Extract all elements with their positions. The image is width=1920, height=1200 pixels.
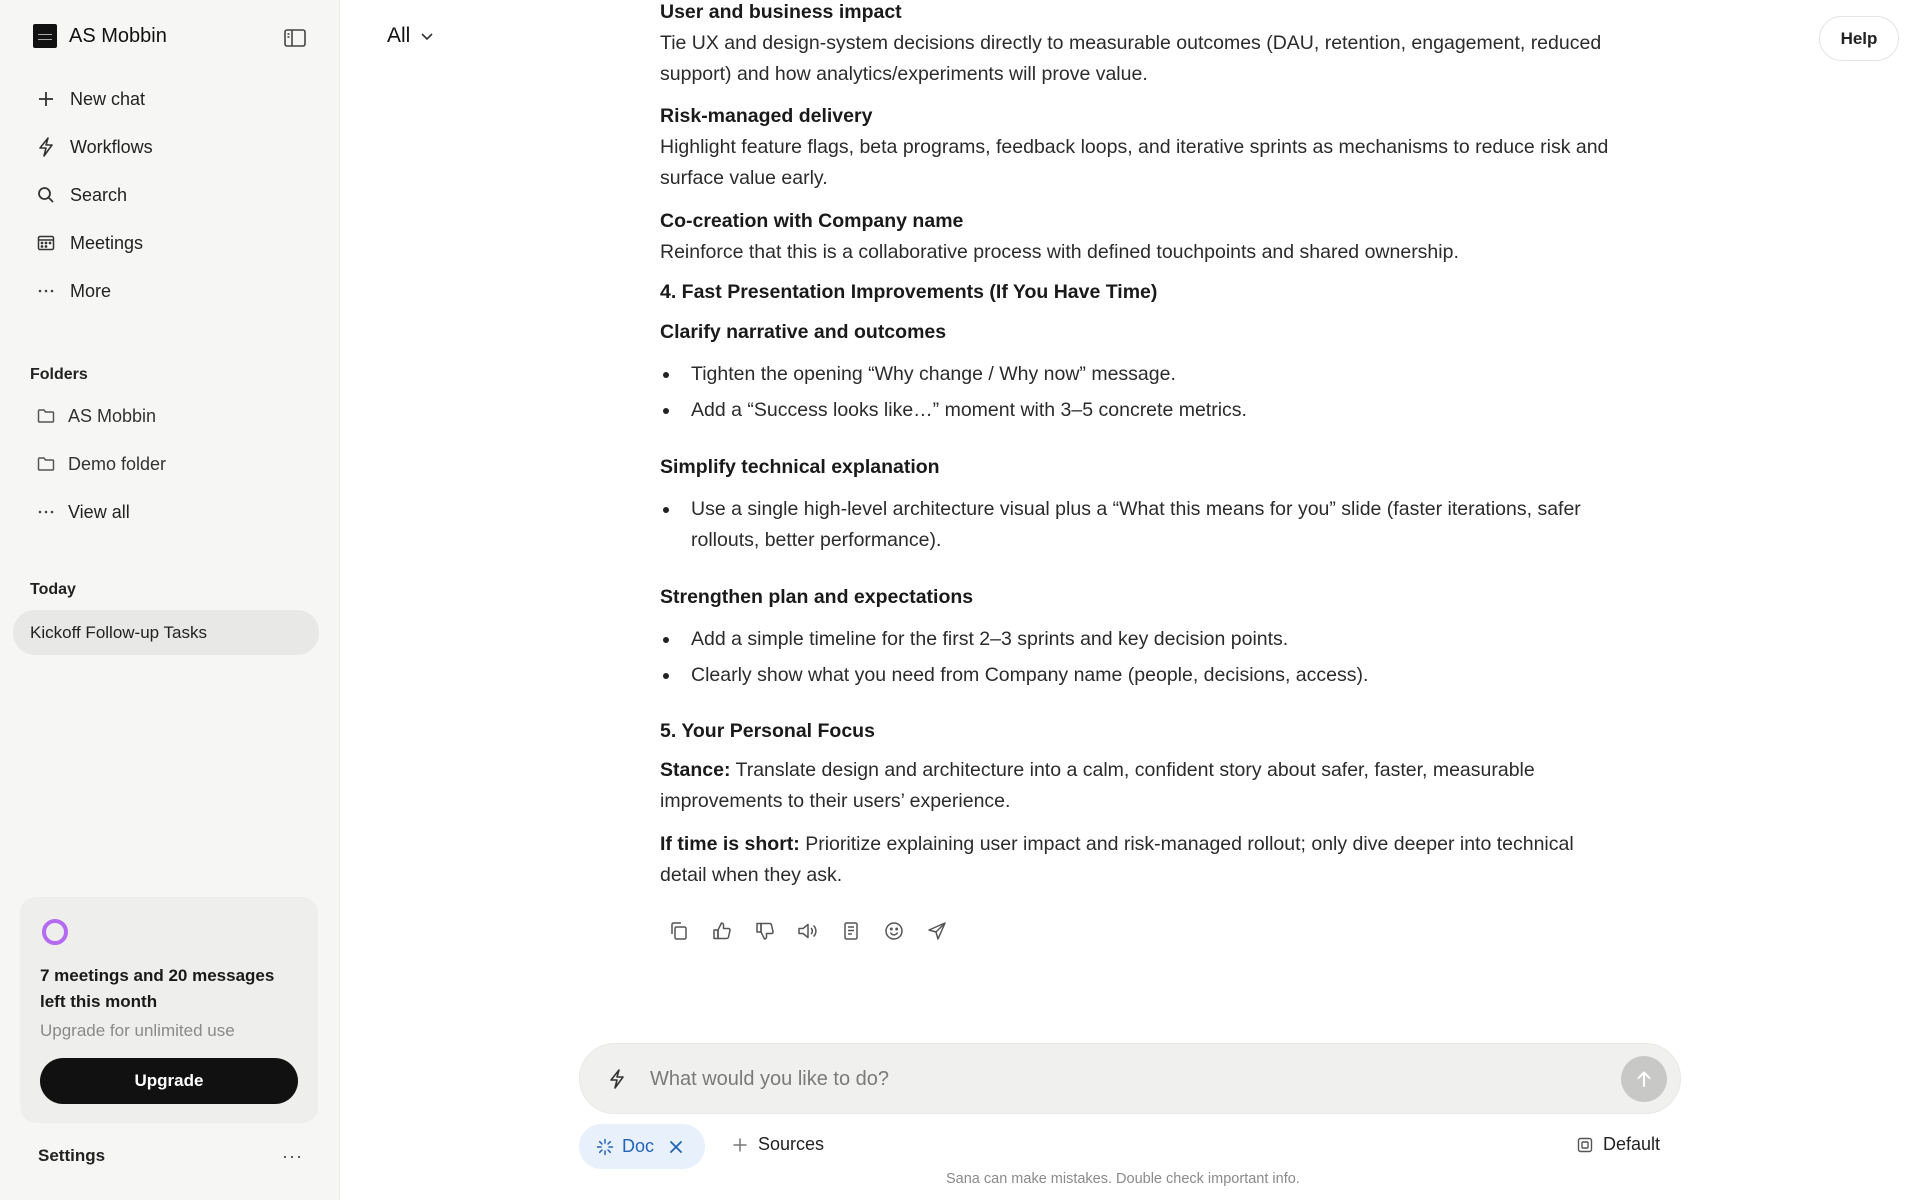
upgrade-button[interactable]: Upgrade xyxy=(40,1058,298,1104)
section-heading: Co-creation with Company name xyxy=(660,210,964,232)
chat-history-item[interactable]: Kickoff Follow-up Tasks xyxy=(13,610,319,655)
sidebar xyxy=(0,0,340,1200)
read-aloud-icon[interactable] xyxy=(797,920,819,942)
nav-search[interactable] xyxy=(28,171,318,219)
section-heading: Simplify technical explanation xyxy=(660,456,940,478)
nav-label: Search xyxy=(70,184,128,205)
list-item: Use a single high-level architecture visual plus a “What this means for you” slide (faster iterations, safer rollouts, better performance). xyxy=(660,494,1610,556)
section-user-impact xyxy=(660,0,1610,90)
copy-icon[interactable] xyxy=(668,920,690,942)
folder-item[interactable] xyxy=(28,392,318,440)
doc-chip-label: Doc xyxy=(622,1136,655,1156)
sources-label: Sources xyxy=(758,1134,825,1154)
bullet-list xyxy=(660,624,1610,691)
section-body: Tie UX and design-system decisions directly to measurable outcomes (DAU, retention, engagement, reduced support) and how analytics/experiments will prove value. xyxy=(660,32,1602,85)
nav-new-chat[interactable] xyxy=(28,75,318,123)
thumbs-up-icon[interactable] xyxy=(711,920,733,942)
workspace-switcher[interactable] xyxy=(33,24,167,48)
list-item: Add a simple timeline for the first 2–3 sprints and key decision points. xyxy=(660,624,1610,655)
note-icon[interactable] xyxy=(840,920,862,942)
section-simplify xyxy=(660,452,1610,556)
ellipsis-icon xyxy=(36,502,56,522)
nav-meetings[interactable] xyxy=(28,219,318,267)
thumbs-down-icon[interactable] xyxy=(754,920,776,942)
workflow-bolt-icon[interactable] xyxy=(609,1068,629,1090)
calendar-icon xyxy=(36,233,56,253)
filter-label: All xyxy=(387,24,411,47)
nav-more[interactable] xyxy=(28,267,318,315)
section-risk-managed xyxy=(660,101,1610,194)
close-icon[interactable] xyxy=(668,1139,684,1155)
usage-ring-icon xyxy=(42,919,68,945)
emoji-icon[interactable] xyxy=(883,920,905,942)
section-heading: Clarify narrative and outcomes xyxy=(660,321,947,343)
section-clarify xyxy=(660,317,1610,426)
model-label: Default xyxy=(1603,1134,1661,1154)
view-all-label: View all xyxy=(68,501,130,522)
section-heading: Risk-managed delivery xyxy=(660,105,873,127)
disclaimer-text: Sana can make mistakes. Double check important info. xyxy=(946,1171,1300,1187)
arrow-up-icon xyxy=(1635,1070,1653,1088)
short-time-label: If time is short: xyxy=(660,833,800,855)
section-heading: User and business impact xyxy=(660,1,902,23)
doc-mode-chip[interactable] xyxy=(579,1124,705,1169)
add-sources-button[interactable] xyxy=(732,1134,824,1155)
section-heading: Strengthen plan and expectations xyxy=(660,586,974,608)
usage-subtitle: Upgrade for unlimited use xyxy=(40,1021,235,1040)
model-selector[interactable] xyxy=(1576,1134,1660,1155)
sidebar-toggle-icon[interactable] xyxy=(283,27,307,49)
plus-icon xyxy=(36,89,56,109)
short-time-text: Prioritize explaining user impact and risk-managed rollout; only dive deeper into technical detail when they ask. xyxy=(660,833,1574,886)
settings-more-button[interactable]: ··· xyxy=(282,1146,303,1166)
composer xyxy=(579,1043,1681,1114)
usage-card xyxy=(20,897,318,1123)
nav-label: Meetings xyxy=(70,232,144,253)
settings-link[interactable]: Settings xyxy=(38,1146,106,1165)
section-body: Reinforce that this is a collaborative process with defined touchpoints and shared ownership. xyxy=(660,241,1459,263)
list-item: Clearly show what you need from Company name (people, decisions, access). xyxy=(660,660,1610,691)
search-icon xyxy=(36,185,56,205)
folders-list xyxy=(28,392,318,536)
stance-paragraph xyxy=(660,755,1610,817)
bullet-list xyxy=(660,359,1610,426)
folder-item[interactable] xyxy=(28,440,318,488)
workspace-logo xyxy=(33,24,57,48)
nav-label: Workflows xyxy=(70,136,153,157)
help-button[interactable]: Help xyxy=(1819,16,1899,61)
stance-label: Stance: xyxy=(660,759,731,781)
nav-workflows[interactable] xyxy=(28,123,318,171)
share-icon[interactable] xyxy=(926,920,948,942)
stance-text: Translate design and architecture into a calm, confident story about safer, faster, measurable improvements to their users’ experience. xyxy=(660,759,1535,812)
short-time-paragraph xyxy=(660,829,1610,891)
section-5-heading: 5. Your Personal Focus xyxy=(660,720,875,742)
message-input[interactable] xyxy=(650,1062,1550,1096)
send-button[interactable] xyxy=(1621,1056,1667,1102)
workspace-name: AS Mobbin xyxy=(69,24,167,47)
section-body: Highlight feature flags, beta programs, feedback loops, and iterative sprints as mechanisms to reduce risk and surface value early. xyxy=(660,136,1609,189)
sparkle-icon xyxy=(596,1138,614,1156)
folder-label: Demo folder xyxy=(68,453,167,474)
folder-icon xyxy=(36,406,56,426)
main-nav xyxy=(28,75,318,315)
bolt-icon xyxy=(36,137,56,157)
bullet-list xyxy=(660,494,1610,556)
filter-dropdown[interactable] xyxy=(387,24,434,48)
chevron-down-icon xyxy=(420,32,434,41)
folder-label: AS Mobbin xyxy=(68,405,157,426)
folders-title: Folders xyxy=(30,366,88,383)
plus-icon xyxy=(732,1137,748,1153)
nav-label: New chat xyxy=(70,88,146,109)
section-4-heading: 4. Fast Presentation Improvements (If You Have Time) xyxy=(660,281,1158,303)
usage-title: 7 meetings and 20 messages left this month xyxy=(40,966,275,1011)
today-title: Today xyxy=(30,581,76,598)
folder-icon xyxy=(36,454,56,474)
list-item: Tighten the opening “Why change / Why now” message. xyxy=(660,359,1610,390)
chip-icon xyxy=(1576,1136,1594,1154)
ellipsis-icon xyxy=(36,281,56,301)
folders-view-all[interactable] xyxy=(28,488,318,536)
section-co-creation xyxy=(660,206,1610,268)
list-item: Add a “Success looks like…” moment with 3–5 concrete metrics. xyxy=(660,395,1610,426)
message-actions xyxy=(668,920,948,942)
nav-label: More xyxy=(70,280,112,301)
section-strengthen xyxy=(660,582,1610,691)
